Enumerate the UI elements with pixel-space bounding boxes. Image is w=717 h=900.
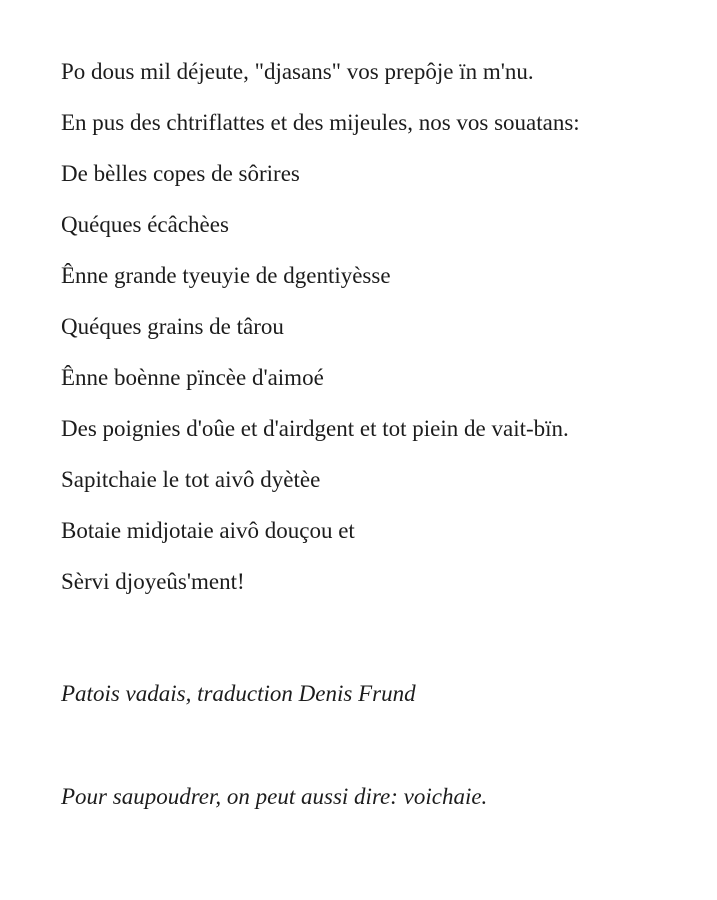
poem-line: En pus des chtriflattes et des mijeules, nos vos souatans: <box>61 110 580 135</box>
poem-line: Ênne boènne pïncèe d'aimoé <box>61 365 324 390</box>
attribution-line: Patois vadais, traduction Denis Frund <box>61 681 416 706</box>
poem-line: Sèrvi djoyeûs'ment! <box>61 569 245 594</box>
poem-line: De bèlles copes de sôrires <box>61 161 300 186</box>
poem-line: Quéques écâchèes <box>61 212 229 237</box>
poem-line: Sapitchaie le tot aivô dyètèe <box>61 467 321 492</box>
poem-line: Po dous mil déjeute, "djasans" vos prepôje ïn m'nu. <box>61 59 534 84</box>
poem-line: Ênne grande tyeuyie de dgentiyèsse <box>61 263 391 288</box>
poem-line: Des poignies d'oûe et d'airdgent et tot piein de vait-bïn. <box>61 416 569 441</box>
poem-line: Quéques grains de târou <box>61 314 284 339</box>
note-line: Pour saupoudrer, on peut aussi dire: voichaie. <box>61 784 488 809</box>
poem-line: Botaie midjotaie aivô douçou et <box>61 518 355 543</box>
